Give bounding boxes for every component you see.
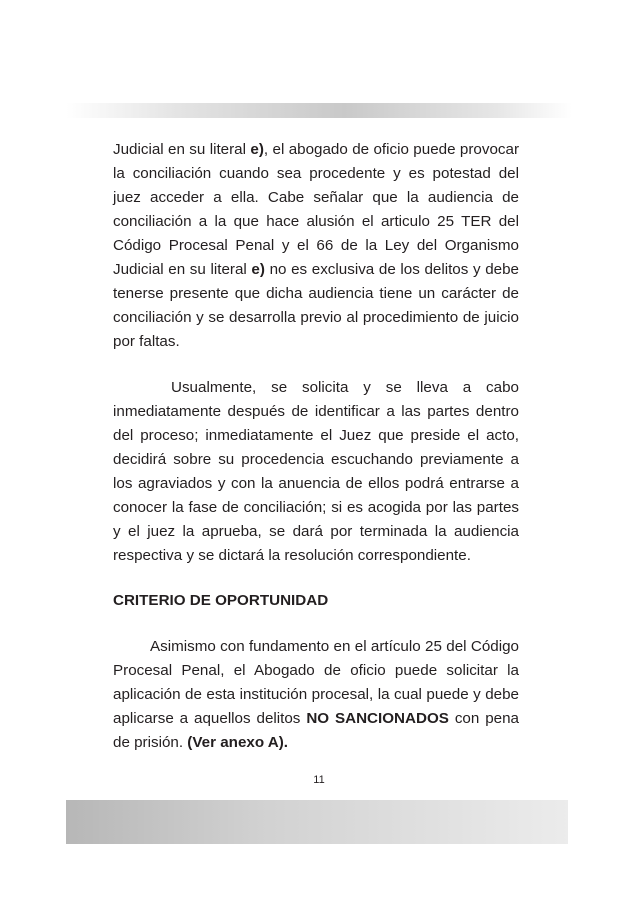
annex-reference: (Ver anexo A). (187, 734, 289, 751)
bold-reference: e) (251, 261, 265, 278)
footer-decorative-bar (66, 800, 572, 844)
bold-reference: e) (250, 141, 264, 158)
page-body (113, 138, 519, 755)
page-number: 11 (313, 774, 325, 786)
paragraph-text: no es exclusiva de los delitos y debe tenerse presente que dicha audiencia tiene un carácter de conciliación y se desarrolla previo al procedimiento de juicio por faltas. (113, 261, 519, 350)
paragraph-text: Judicial en su literal (113, 141, 251, 158)
paragraph-text: con pena de prisión. (113, 710, 519, 751)
paragraph-conciliation (113, 138, 519, 354)
section-heading: CRITERIO DE OPORTUNIDAD (113, 592, 329, 609)
paragraph-criterio (113, 635, 519, 755)
bold-emphasis: NO SANCIONADOS (306, 710, 449, 727)
paragraph-text: , el abogado de oficio puede provocar la conciliación cuando sea procedente y es potestad del juez acceder a ella. Cabe señalar que la audiencia de conciliación a la que hace alusión el articulo 25 TER del Código Procesal Penal y el 66 de la Ley del Organismo Judicial en su literal (113, 141, 519, 278)
paragraph-text: Asimismo con fundamento en el artículo 25 del Código Procesal Penal, el Abogado de oficio puede solicitar la aplicación de esta institución procesal, la cual puede y debe aplicarse a aquellos delitos (113, 638, 519, 727)
header-decorative-bar (66, 103, 572, 118)
paragraph-procedure: Usualmente, se solicita y se lleva a cabo inmediatamente después de identificar a las partes dentro del proceso; inmediatamente el Juez que preside el acto, decidirá sobre su procedencia escuchando previamente a los agraviados y con la anuencia de ellos podrá entrarse a conocer la fase de conciliación; si es acogida por las partes y el juez la aprueba, se dará por terminada la audiencia respectiva y se dictará la resolución correspondiente. (113, 379, 519, 564)
